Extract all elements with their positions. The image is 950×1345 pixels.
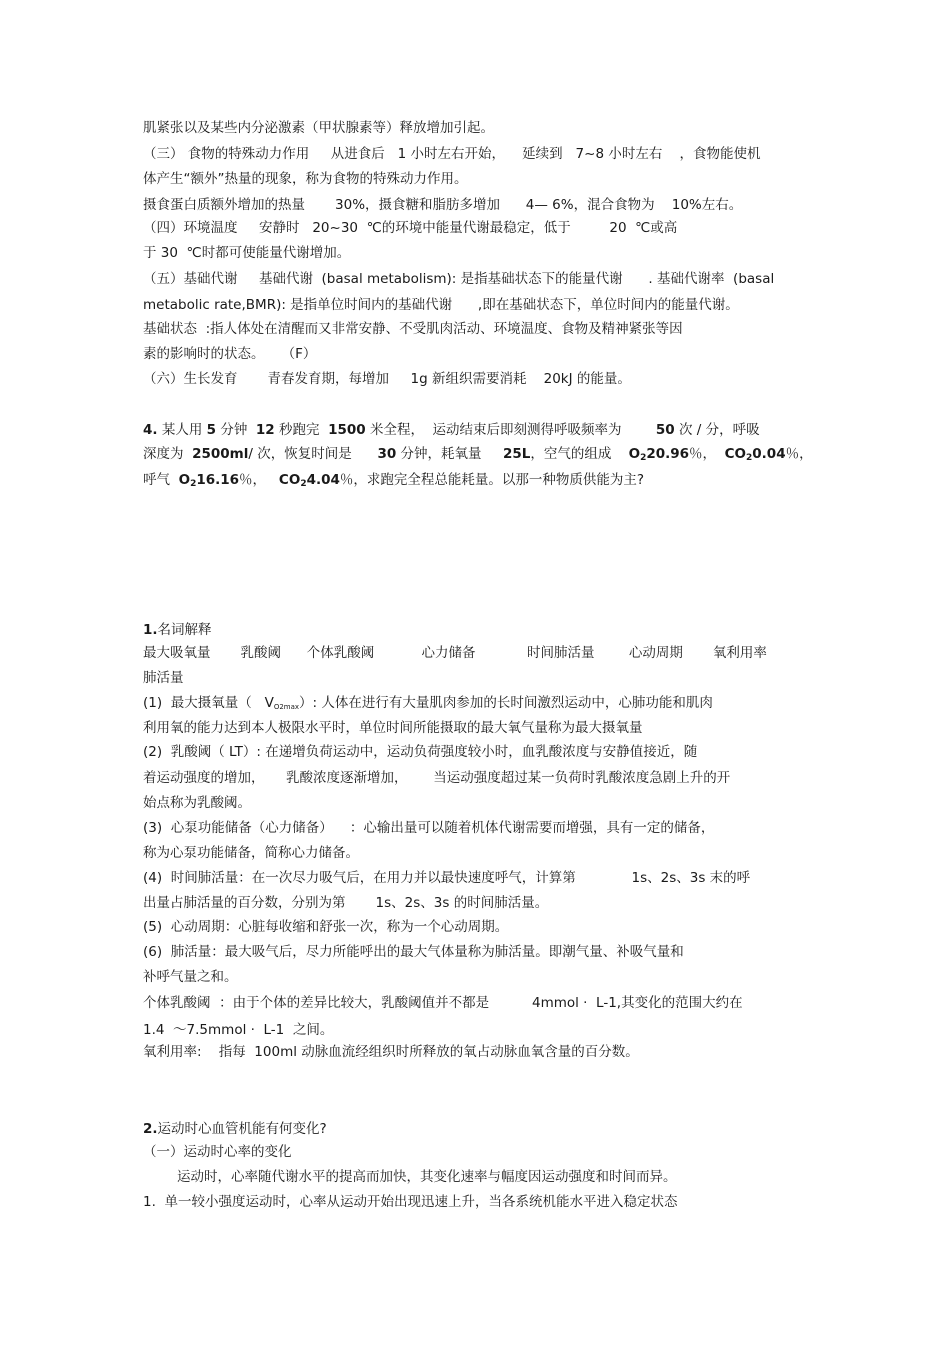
text-span: / 次，恢复时间是 [248, 446, 378, 462]
subscript: 2 [190, 479, 197, 489]
value: 12 [255, 422, 275, 438]
value: 5 [206, 422, 217, 438]
text-line: （五）基础代谢 基础代谢 (basal metabolism): 是指基础状态下的能量代谢 . 基础代谢率 (basal [143, 271, 775, 287]
heading-text: 名词解释 [157, 622, 212, 638]
question-line [143, 421, 760, 439]
definition-line: 出量占肺活量的百分数，分别为第 1s、2s、3s 的时间肺活量。 [143, 895, 549, 911]
formula: CO [278, 472, 301, 488]
text-line: 基础状态 :指人体处在清醒而又非常安静、不受肌肉活动、环境温度、食物及精神紧张等因 [143, 321, 683, 337]
formula: O [178, 472, 191, 488]
text-line: 摄食蛋白质额外增加的热量 30%，摄食糖和脂肪多增加 4— 6%，混合食物为 10%左右。 [143, 197, 743, 213]
definition-line: 利用氧的能力达到本人极限水平时，单位时间所能摄取的最大氧气量称为最大摄氧量 [143, 720, 643, 736]
term-list: 肺活量 [143, 670, 184, 686]
text-span: ％， [239, 472, 279, 488]
text-line: （三） 食物的特殊动力作用 从进食后 1 小时左右开始， 延续到 7~8 小时左右 ，食物能使机 [143, 146, 761, 162]
value: 2500ml [192, 446, 249, 462]
paragraph-line: 1. 单一较小强度运动时，心率从运动开始出现迅速上升，当各系统机能水平进入稳定状态 [143, 1194, 678, 1210]
question-line [143, 445, 813, 467]
definition-line: 个体乳酸阈 ：由于个体的差异比较大，乳酸阈值并不都是 4mmol · L-1,其变化的范围大约在 [143, 995, 743, 1011]
text-span: 秒跑完 [274, 422, 329, 438]
text-span: 某人用 [157, 422, 207, 438]
value: 50 [655, 422, 675, 438]
text-span: (1) 最大摄氧量（ V [143, 695, 274, 711]
heading-number: 1. [143, 622, 158, 638]
formula: O [628, 446, 641, 462]
subscript: 2 [746, 453, 753, 463]
text-span: ％， [689, 446, 725, 462]
text-line: （四）环境温度 安静时 20~30 ℃的环境中能量代谢最稳定，低于 20 ℃或高 [143, 220, 678, 236]
value: 30 [377, 446, 397, 462]
text-span: ％， [785, 446, 813, 462]
question-number: 4. [143, 422, 158, 438]
definition-line [143, 694, 713, 716]
definition-line: 称为心泵功能储备，简称心力储备。 [143, 845, 359, 861]
definition-line: (2) 乳酸阈（ LT）: 在递增负荷运动中，运动负荷强度较小时，血乳酸浓度与安静值接近，随 [143, 744, 698, 760]
definition-line: (3) 心泵功能储备（心力储备） ：心输出量可以随着机体代谢需要而增强，具有一定的储备， [143, 820, 715, 836]
text-span: ％，求跑完全程总能耗量。以那一种物质供能为主? [339, 472, 645, 488]
subsection-heading: （一）运动时心率的变化 [143, 1144, 292, 1160]
definition-line: (6) 肺活量：最大吸气后，尽力所能呼出的最大气体量称为肺活量。即潮气量、补吸气量和 [143, 944, 684, 960]
text-span: 次 / 分，呼吸 [674, 422, 760, 438]
text-span: 分钟，耗氧量 [396, 446, 504, 462]
section-heading [143, 1120, 327, 1138]
definition-line: 1.4 ～7.5mmol · L-1 之间。 [143, 1022, 334, 1038]
subscript: O2max [273, 703, 300, 711]
text-span: 分钟 [216, 422, 256, 438]
definition-line: 补呼气量之和。 [143, 969, 238, 985]
text-line: （六）生长发育 青春发育期，每增加 1g 新组织需要消耗 20kJ 的能量。 [143, 371, 631, 387]
text-line: 于 30 ℃时都可使能量代谢增加。 [143, 245, 351, 261]
definition-line: 始点称为乳酸阈。 [143, 795, 251, 811]
text-span: ）: 人体在进行有大量肌肉参加的长时间激烈运动中，心肺功能和肌肉 [299, 695, 713, 711]
paragraph-line: 运动时，心率随代谢水平的提高而加快，其变化速率与幅度因运动强度和时间而异。 [177, 1169, 677, 1185]
formula: CO [724, 446, 747, 462]
section-heading [143, 621, 212, 639]
heading-text: 运动时心血管机能有何变化? [157, 1121, 327, 1137]
text-line: 素的影响时的状态。 （F） [143, 346, 317, 362]
term-list: 最大吸氧量 乳酸阈 个体乳酸阈 心力储备 时间肺活量 心动周期 氧利用率 [143, 645, 767, 661]
text-span: ，空气的组成 [530, 446, 629, 462]
text-span: 呼气 [143, 472, 179, 488]
value: 0.04 [752, 446, 786, 462]
text-span: 深度为 [143, 446, 193, 462]
value: 4.04 [306, 472, 340, 488]
text-line: 肌紧张以及某些内分泌激素（甲状腺素等）释放增加引起。 [143, 120, 494, 136]
subscript: 2 [640, 453, 647, 463]
definition-line: (4) 时间肺活量：在一次尽力吸气后，在用力并以最快速度呼气，计算第 1s、2s、3s 末的呼 [143, 870, 751, 886]
text-line: metabolic rate,BMR): 是指单位时间内的基础代谢 ,即在基础状态下，单位时间内的能量代谢。 [143, 297, 739, 313]
value: 20.96 [646, 446, 690, 462]
heading-number: 2. [143, 1121, 158, 1137]
value: 25L [503, 446, 531, 462]
definition-line: 氧利用率: 指每 100ml 动脉血流经组织时所释放的氧占动脉血氧含量的百分数。 [143, 1044, 639, 1060]
value: 1500 [328, 422, 366, 438]
value: 16.16 [196, 472, 240, 488]
text-span: 米全程， 运动结束后即刻测得呼吸频率为 [365, 422, 656, 438]
definition-line: (5) 心动周期：心脏每收缩和舒张一次，称为一个心动周期。 [143, 919, 509, 935]
text-line: 体产生“额外”热量的现象，称为食物的特殊动力作用。 [143, 171, 468, 187]
definition-line: 着运动强度的增加， 乳酸浓度逐渐增加， 当运动强度超过某一负荷时乳酸浓度急剧上升的开 [143, 770, 731, 786]
question-line [143, 471, 644, 493]
subscript: 2 [300, 479, 307, 489]
